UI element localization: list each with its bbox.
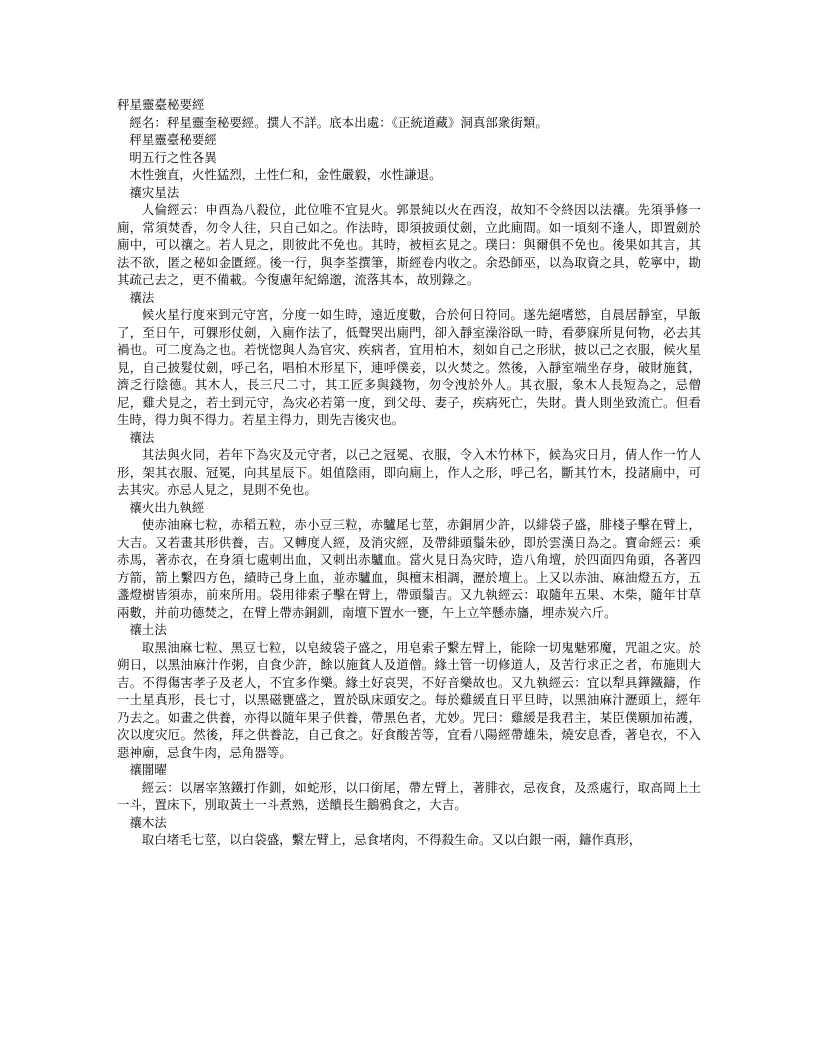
- paragraph-dark-luminary-method: 經云：以屠宰煞鐵打作釧，如蛇形，以口銜尾，帶左臂上，著腓衣，忌夜食，及烝處行，取高岡上土一斗，置床下，別取黃土一斗煮熟，送饋長生鵝鴉食之，大吉。: [117, 779, 701, 812]
- section-heading-rang-tu-fa: 禳土法: [129, 622, 167, 637]
- paragraph-red-offerings-method: 使赤油麻七粒，赤稻五粒，赤小豆三粒，赤驢尾七莖，赤銅屑少許，以緋袋子盛，腓棧子擊在臂上，大吉。又若畫其形供養，吉。又轉度人經，及消灾經，及帶緋頭鬚朱砂，即於雲漢日為之。寶命經云：乘赤馬，著赤衣，在身須七處刺出血，又刺出赤驢血。當火見日為灾時，造八角壇，於四面四角頭，各著四方箭，箭上繫四方色，績時己身上血，並赤驢血，與檀末相調，瀝於壇上。上又以赤油、麻油燈五方，五盞燈樹皆須赤，前來所用。袋用徘索子擊在臂上，帶頭鬚吉。又九執經云：取隨年五果、木柴，隨年甘草兩數，并前功德焚之，在臂上帶赤銅釧，南壇下置水一甕，午上立竿懸赤旛，埋赤炭六斤。: [117, 517, 701, 620]
- five-phases-natures-line: 木性強直，火性猛烈，土性仁和，金性嚴毅，水性謙退。: [129, 167, 442, 182]
- paragraph-bamboo-effigy-method: 其法與火同，若年下為灾及元守者，以己之冠冕、衣服，令入木竹林下，候為灾日月，倩人作一竹人形，架其衣服、冠冕，向其星辰下。姐值陰雨，即向廁上，作人之形，呼己名，斷其竹木，投諸廁中，可去其灾。亦忌人見之，見則不免也。: [117, 447, 701, 497]
- document-title: 秤星靈臺秘要經: [117, 97, 205, 112]
- section-heading-rang-mu-fa: 禳木法: [129, 814, 167, 830]
- paragraph-earth-method: 取黑油麻七粒、黑豆七粒，以皂綾袋子盛之，用皂索子繫左臂上，能除一切鬼魅邪魔，咒詛之灾。於朔日，以黑油麻汁作粥，自食少許，餘以施貧人及道僧。緣土管一切修道人，及苦行求正之者，布施則大吉。不得傷害孝子及老人，不宜多作樂。緣土好哀哭，不好音樂故也。又九執經云：宜以犁具鏵鐵鑄，作一土星真形，長七寸，以黑磁甕盛之，置於臥床頭安之。每於雞緩直日平旦時，以黑油麻汁瀝頭上，經年乃去之。如畫之供養，亦得以隨年果子供養，帶黑色者，尤妙。咒曰：雞緩是我君主，某臣僕願加祐護，次以度灾厄。然後，拜之供養訖，自己食之。好食酸苦等，宜看八陽經帶雄朱，燒安息香，著皂衣，不入惡神廟，忌食牛肉，忌角器等。: [117, 639, 701, 760]
- metadata-line: 經名：秤星靈奎秘要經。撰人不詳。底本出處：《正統道藏》洞真部衆街類。: [129, 114, 548, 130]
- work-title-heading: 秤星靈臺秘要經: [129, 132, 217, 147]
- section-heading-five-phases: 明五行之性各異: [129, 149, 217, 165]
- section-heading-rang-zai-xing-fa: 禳灾星法: [129, 184, 180, 200]
- paragraph-wood-method: 取白堵毛七莖，以白袋盛，繫左臂上，忌食堵肉，不得殺生命。又以白銀一兩，鑄作真形，: [141, 832, 642, 847]
- paragraph-renlunjing: 人倫經云：申酉為八殺位，此位唯不宜見火。郭景純以火在西沒，故知不令終因以法禳。先須爭修一廁，常須焚香，勿令人往，只自己如之。作法時，即須披頭仗劍，立此廁間。如一頃刻不逢人，即置劍於廁中，可以禳之。若人見之，則彼此不免也。其時，被桓玄見之。璞曰：與爾俱不免也。後果如其言，其法不欲，匿之秘如金匱經。後一行，與李荃撰筆，斯經卷内收之。余恐師巫，以為取資之具，乾寧中，勘其疏己去之，更不備載。今復慮年紀綿邈，流落其本，故別錄之。: [117, 202, 701, 287]
- section-heading-rang-fa-2: 禳法: [129, 429, 155, 445]
- section-heading-rang-fa-1: 禳法: [129, 289, 155, 305]
- section-heading-rang-huo-chu-jiu-zhi-jing: 禳火出九執經: [129, 499, 205, 515]
- paragraph-fire-star-method: 候火星行度來到元守宮，分度一如生時，遠近度數，合於何日符同。遂先絕嗜慾，自晨居靜室，早飯了，至日午，可躶形仗劍，入廁作法了，低聲哭出廁門，卻入靜室澡浴臥一時，看夢寐所見何物，必去其禍也。可二度為之也。若恍惚與人為官灾、疾病者，宜用柏木，刻如自己之形狀，披以己之衣服，候火星見，自己披髮仗劍，呼己名，唱柏木形星下，連呼僕妾，以火焚之。然後，入靜室端坐存身，破財施貧，濟乏行陰德。其木人，長三尺二寸，其工匠多與錢物，勿令洩於外人。其衣服，象木人長短為之，忌僧尼，雞犬見之，若土到元守，為灾必若第一度，到父母、妻子，疾病死亡，失財。貴人則坐致流亡。但看生時，得力與不得力。若星主得力，則先吉後灾也。: [117, 307, 701, 427]
- document-text-body: [117, 96, 701, 849]
- section-heading-rang-an-yao: 禳闇曜: [129, 762, 167, 777]
